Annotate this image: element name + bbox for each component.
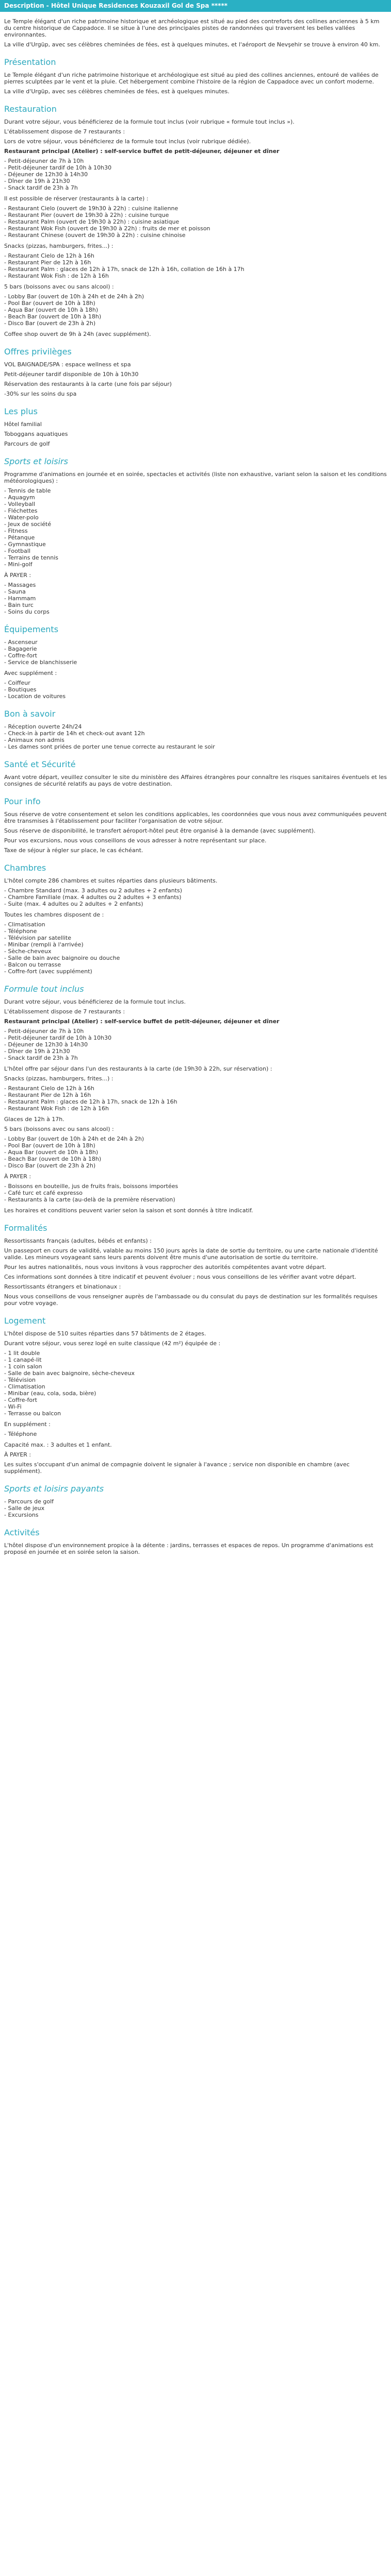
snack-list [4, 252, 387, 279]
paragraph: Parcours de golf [4, 440, 50, 447]
list-item: - Salle de bain avec baignoire ou douche [4, 955, 387, 961]
list-item: - Massages [4, 582, 387, 588]
list-item: - Boutiques [4, 686, 387, 693]
paragraph: Pour vos excursions, nous vous conseillons de vous adresser à notre représentant sur place. [4, 837, 267, 844]
list-item: - Télévision par satellite [4, 935, 387, 941]
section-heading-info: Pour info [4, 796, 41, 806]
paragraph: Les suites s'occupant d'un animal de compagnie doivent le signaler à l'avance ; service non disponible en chambre (avec supplément). [4, 1461, 350, 1475]
intro-paragraph: Le Temple élégant d'un riche patrimoine historique et archéologique est situé au pied des contreforts des collines anciennes à 5 km du centre historique de Cappadoce. Il se situe à l'une des principales pistes de randonnées qui traversent les belles vallées environnantes. [4, 18, 380, 38]
section-heading-paying-sports: Sports et loisirs payants [4, 1484, 104, 1494]
list-item: - Suite (max. 4 adultes ou 2 adultes + 2 enfants) [4, 901, 387, 907]
list-item: - Restaurant Cielo de 12h à 16h [4, 252, 387, 259]
list-item: - Dîner de 19h à 21h30 [4, 1048, 387, 1055]
list-item: - Soins du corps [4, 608, 387, 615]
section-heading-formalities: Formalités [4, 1223, 47, 1233]
list-item: - Volleyball [4, 501, 387, 507]
paragraph: Avant votre départ, veuillez consulter le site du ministère des Affaires étrangères pour connaître les risques sanitaires éventuels et les consignes de sécurité relatifs au pays de votre destination. [4, 774, 387, 787]
list-item: - Restaurant Cielo (ouvert de 19h30 à 22h) : cuisine italienne [4, 205, 387, 212]
paragraph: 5 bars (boissons avec ou sans alcool) : [4, 1126, 114, 1132]
list-item: - Beach Bar (ouvert de 10h à 18h) [4, 1156, 387, 1162]
list-item: - Mini-golf [4, 561, 387, 568]
list-item: - Les dames sont priées de porter une tenue correcte au restaurant le soir [4, 743, 387, 750]
ai-snacks-list [4, 1085, 387, 1112]
list-item: - Animaux non admis [4, 737, 387, 743]
paragraph: 5 bars (boissons avec ou sans alcool) : [4, 283, 114, 290]
list-item: - Balcon ou terrasse [4, 961, 387, 968]
logement-extra-list [4, 1431, 387, 1437]
ai-hours-list [4, 1028, 387, 1061]
list-item: - Chambre Familiale (max. 4 adultes ou 2 adultes + 3 enfants) [4, 894, 387, 901]
section-heading-presentation: Présentation [4, 57, 56, 67]
list-item: - Restaurants à la carte (au-delà de la première réservation) [4, 1196, 387, 1203]
list-item: - Tennis de table [4, 487, 387, 494]
restaurant-hours-list [4, 158, 387, 191]
list-item: - Salle de jeux [4, 1505, 387, 1512]
list-item: - Petit-déjeuner de 7h à 10h [4, 1028, 387, 1035]
list-item: - Téléphone [4, 1431, 387, 1437]
paragraph: Durant votre séjour, vous bénéficierez de la formule tout inclus (voir rubrique « formule tout inclus »). [4, 118, 295, 125]
paragraph: Taxe de séjour à régler sur place, le cas échéant. [4, 847, 143, 854]
paragraph: L'établissement dispose de 7 restaurants : [4, 1008, 125, 1015]
paragraph: Nous vous conseillons de vous renseigner auprès de l'ambassade ou du consulat du pays de destination sur les formalités requises pour votre voyage. [4, 1293, 378, 1307]
list-item: - Bain turc [4, 602, 387, 608]
alacarte-list [4, 205, 387, 239]
paragraph: Petit-déjeuner tardif disponible de 10h à 10h30 [4, 371, 139, 378]
list-item: - Restaurant Wok Fish (ouvert de 19h30 à 22h) : fruits de mer et poisson [4, 225, 387, 232]
list-item: - Restaurant Wok Fish : de 12h à 16h [4, 273, 387, 279]
room-equipment-list [4, 921, 387, 975]
list-item: - Coffre-fort [4, 652, 387, 659]
section-heading-logement: Logement [4, 1316, 46, 1326]
list-item: - Location de voitures [4, 693, 387, 700]
list-item: - Parcours de golf [4, 1498, 387, 1505]
paragraph: L'hôtel dispose de 510 suites réparties dans 57 bâtiments de 2 étages. [4, 1330, 206, 1337]
bar-list [4, 293, 387, 327]
paragraph: Programme d'animations en journée et en soirée, spectacles et activités (liste non exhaustive, variant selon la saison et les conditions météorologiques) : [4, 471, 387, 484]
list-item: - Restaurant Palm : glaces de 12h à 17h, snack de 12h à 16h, collation de 16h à 17h [4, 266, 387, 273]
list-item: - Coffre-fort (avec supplément) [4, 968, 387, 975]
paragraph: Durant votre séjour, vous serez logé en suite classique (42 m²) équipée de : [4, 1340, 221, 1347]
paragraph: Il est possible de réserver (restaurants à la carte) : [4, 195, 149, 202]
list-item: - Service de blanchisserie [4, 659, 387, 666]
list-item: - Chambre Standard (max. 3 adultes ou 2 adultes + 2 enfants) [4, 887, 387, 894]
paragraph: Coffee shop ouvert de 9h à 24h (avec supplément). [4, 331, 151, 337]
paragraph: La ville d'Urgüp, avec ses célèbres cheminées de fées, est à quelques minutes. [4, 88, 230, 95]
paying-leisure-list [4, 1498, 387, 1518]
ai-paying-list [4, 1183, 387, 1203]
paragraph: Réservation des restaurants à la carte (une fois par séjour) [4, 381, 172, 387]
list-item: - Restaurant Pier (ouvert de 19h30 à 22h) : cuisine turque [4, 212, 387, 218]
section-heading-options: Offres privilèges [4, 347, 72, 357]
list-item: - Wi-Fi [4, 1403, 387, 1410]
list-item: - Télévision [4, 1377, 387, 1383]
paragraph: Sous réserve de disponibilité, le transfert aéroport-hôtel peut être organisé à la demande (avec supplément). [4, 827, 316, 834]
list-item: - Téléphone [4, 928, 387, 935]
paragraph: Ces informations sont données à titre indicatif et peuvent évoluer ; nous vous conseillons de les vérifier avant votre départ. [4, 1274, 356, 1280]
paragraph: Glaces de 12h à 17h. [4, 1116, 64, 1123]
paragraph: À PAYER : [4, 572, 31, 579]
list-item: - 1 lit double [4, 1350, 387, 1357]
list-item: - Pétanque [4, 534, 387, 541]
list-item: - Pool Bar (ouvert de 10h à 18h) [4, 300, 387, 307]
list-item: - Sèche-cheveux [4, 948, 387, 955]
list-item: - Boissons en bouteille, jus de fruits frais, boissons importées [4, 1183, 387, 1190]
paragraph: Ressortissants français (adultes, bébés et enfants) : [4, 1238, 152, 1244]
list-item: - Fitness [4, 528, 387, 534]
list-item: - Check-in à partir de 14h et check-out avant 12h [4, 730, 387, 737]
list-item: - Climatisation [4, 921, 387, 928]
list-item: - Jeux de société [4, 521, 387, 528]
list-item: - Aquagym [4, 494, 387, 501]
intro [4, 18, 387, 48]
list-item: - Terrasse ou balcon [4, 1410, 387, 1417]
paragraph: L'hôtel compte 286 chambres et suites réparties dans plusieurs bâtiments. [4, 877, 218, 884]
paragraph: Le Temple élégant d'un riche patrimoine historique et archéologique est situé au pied des collines anciennes, entouré de vallées de pierres sculptées par le vent et la pluie. Cet hébergement combine l'histoire de la région de Cappadoce avec un confort moderne. [4, 72, 379, 85]
list-item: - Restaurant Cielo de 12h à 16h [4, 1085, 387, 1092]
paragraph: Toboggans aquatiques [4, 431, 68, 437]
section-heading-good-to-know: Bon à savoir [4, 709, 56, 719]
list-item: - Aqua Bar (ouvert de 10h à 18h) [4, 1149, 387, 1156]
room-types-list [4, 887, 387, 907]
list-title: Restaurant principal (Atelier) : self-service buffet de petit-déjeuner, déjeuner et dîner [4, 1018, 280, 1025]
list-item: - Restaurant Palm : glaces de 12h à 17h, snack de 12h à 16h [4, 1098, 387, 1105]
list-title: Restaurant principal (Atelier) : self-service buffet de petit-déjeuner, déjeuner et dîner [4, 148, 280, 155]
paragraph: Lors de votre séjour, vous bénéficierez de la formule tout inclus (voir rubrique dédiée). [4, 138, 251, 145]
list-item: - Fléchettes [4, 507, 387, 514]
list-item: - Coiffeur [4, 680, 387, 686]
list-item: - 1 coin salon [4, 1363, 387, 1370]
list-item: - Snack tardif de 23h à 7h [4, 1055, 387, 1061]
section-heading-restauration: Restauration [4, 104, 57, 114]
section-heading-equipements: Équipements [4, 624, 59, 634]
list-item: - Petit-déjeuner tardif de 10h à 10h30 [4, 1035, 387, 1041]
list-item: - Salle de bain avec baignoire, sèche-cheveux [4, 1370, 387, 1377]
paragraph: Snacks (pizzas, hamburgers, frites...) : [4, 1075, 113, 1082]
paragraph: Les horaires et conditions peuvent varier selon la saison et sont donnés à titre indicatif. [4, 1207, 253, 1214]
paragraph: Ressortissants étrangers et binationaux : [4, 1283, 121, 1290]
list-item: - Restaurant Chinese (ouvert de 19h30 à 22h) : cuisine chinoise [4, 232, 387, 239]
good-to-know-list [4, 723, 387, 750]
paragraph: Pour les autres nationalités, nous vous invitons à vous rapprocher des autorités compétentes avant votre départ. [4, 1264, 327, 1270]
sports-list [4, 487, 387, 568]
list-item: - Café turc et café expresso [4, 1190, 387, 1196]
section-heading-all-inclusive: Formule tout inclus [4, 984, 84, 994]
ai-bar-list [4, 1136, 387, 1169]
paragraph: L'hôtel dispose d'un environnement propice à la détente : jardins, terrasses et espaces de repos. Un programme d'animations est proposé en journée et en soirée selon la saison. [4, 1542, 373, 1555]
paragraph: Avec supplément : [4, 670, 57, 676]
paragraph: L'établissement dispose de 7 restaurants : [4, 128, 125, 135]
list-item: - Restaurant Pier de 12h à 16h [4, 1092, 387, 1098]
list-item: - Aqua Bar (ouvert de 10h à 18h) [4, 307, 387, 313]
list-item: - Minibar (rempli à l'arrivée) [4, 941, 387, 948]
intro-paragraph: La ville d'Urgüp, avec ses célèbres cheminées de fées, est à quelques minutes, et l'aéroport de Nevşehir se trouve à environ 40 km. [4, 41, 380, 48]
section-heading-health: Santé et Sécurité [4, 759, 76, 769]
list-item: - Pool Bar (ouvert de 10h à 18h) [4, 1142, 387, 1149]
paragraph: À PAYER : [4, 1173, 31, 1180]
list-item: - Petit-déjeuner tardif de 10h à 10h30 [4, 164, 387, 171]
equipment-extra-list [4, 680, 387, 700]
paragraph: -30% sur les soins du spa [4, 391, 77, 397]
list-item: - Excursions [4, 1512, 387, 1518]
paragraph: Capacité max. : 3 adultes et 1 enfant. [4, 1442, 112, 1448]
list-item: - Minibar (eau, cola, soda, bière) [4, 1390, 387, 1397]
section-heading-activities: Activités [4, 1528, 40, 1537]
paragraph: Durant votre séjour, vous bénéficierez de la formule tout inclus. [4, 998, 186, 1005]
paragraph: VOL BAIGNADE/SPA : espace wellness et spa [4, 361, 131, 368]
list-item: - Restaurant Pier de 12h à 16h [4, 259, 387, 266]
paragraph: En supplément : [4, 1421, 51, 1428]
list-item: - Terrains de tennis [4, 554, 387, 561]
list-item: - Dîner de 19h à 21h30 [4, 178, 387, 184]
list-item: - Réception ouverte 24h/24 [4, 723, 387, 730]
list-item: - Football [4, 548, 387, 554]
equipment-list [4, 639, 387, 666]
paragraph: Hôtel familial [4, 421, 42, 428]
paragraph: Toutes les chambres disposent de : [4, 911, 104, 918]
list-item: - Petit-déjeuner de 7h à 10h [4, 158, 387, 164]
list-item: - Lobby Bar (ouvert de 10h à 24h et de 24h à 2h) [4, 293, 387, 300]
page-title: Description - Hôtel Unique Residences Kouzaxil Gol de Spa ***** [0, 0, 391, 12]
list-item: - 1 canapé-lit [4, 1357, 387, 1363]
list-item: - Climatisation [4, 1383, 387, 1390]
section-heading-rooms: Chambres [4, 863, 46, 873]
list-item: - Restaurant Palm (ouvert de 19h30 à 22h) : cuisine asiatique [4, 218, 387, 225]
list-item: - Bagagerie [4, 646, 387, 652]
paragraph: Un passeport en cours de validité, valable au moins 150 jours après la date de sortie du territoire, ou une carte nationale d'identité valide. Les mineurs voyageant sans leurs parents doivent être munis d'une autorisation de sortie du territoire. [4, 1247, 378, 1261]
list-item: - Lobby Bar (ouvert de 10h à 24h et de 24h à 2h) [4, 1136, 387, 1142]
section-heading-sports: Sports et loisirs [4, 456, 68, 466]
list-item: - Ascenseur [4, 639, 387, 646]
list-item: - Disco Bar (ouvert de 23h à 2h) [4, 320, 387, 327]
list-item: - Déjeuner de 12h30 à 14h30 [4, 171, 387, 178]
list-item: - Hammam [4, 595, 387, 602]
list-item: - Gymnastique [4, 541, 387, 548]
paragraph: L'hôtel offre par séjour dans l'un des restaurants à la carte (de 19h30 à 22h, sur réservation) : [4, 1065, 272, 1072]
list-item: - Restaurant Wok Fish : de 12h à 16h [4, 1105, 387, 1112]
list-item: - Beach Bar (ouvert de 10h à 18h) [4, 313, 387, 320]
list-item: - Sauna [4, 588, 387, 595]
list-item: - Water-polo [4, 514, 387, 521]
list-item: - Disco Bar (ouvert de 23h à 2h) [4, 1162, 387, 1169]
logement-list [4, 1350, 387, 1417]
list-item: - Déjeuner de 12h30 à 14h30 [4, 1041, 387, 1048]
list-item: - Coffre-fort [4, 1397, 387, 1403]
paragraph: Sous réserve de votre consentement et selon les conditions applicables, les coordonnées que vous nous avez communiquées peuvent être transmises à l'établissement pour faciliter l'organisation de votre séjour. [4, 811, 387, 824]
paragraph: Snacks (pizzas, hamburgers, frites...) : [4, 243, 113, 249]
paragraph: À PAYER : [4, 1451, 31, 1458]
list-item: - Snack tardif de 23h à 7h [4, 184, 387, 191]
section-heading-hotel: Les plus [4, 406, 38, 416]
paying-sports-list [4, 582, 387, 615]
